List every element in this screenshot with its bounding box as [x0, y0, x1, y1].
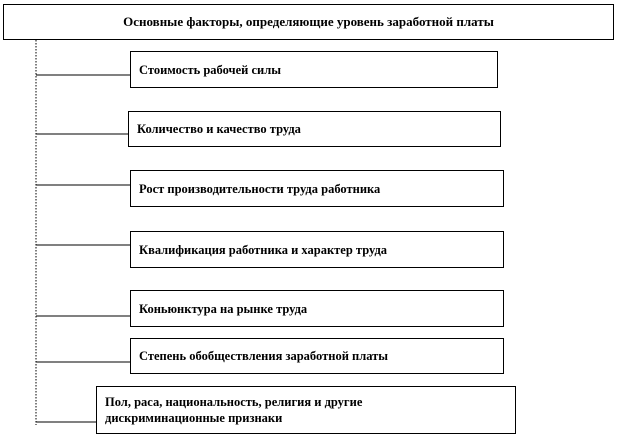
factor-label-2: Количество и качество труда [137, 122, 301, 136]
factor-box-1 [130, 51, 498, 88]
factor-label-5: Коньюнктура на рынке труда [139, 301, 308, 316]
factor-box-5 [130, 290, 504, 327]
factor-box-3 [130, 170, 504, 207]
factor-label-1: Стоимость рабочей силы [139, 62, 281, 77]
factor-label-3: Рост производительности труда работника [139, 181, 381, 196]
factor-label-4: Квалификация работника и характер труда [139, 242, 388, 257]
factor-box-6 [130, 338, 504, 374]
factor-label-7: Пол, раса, национальность, религия и другие дискриминационные признаки [105, 395, 363, 425]
factor-box-2 [128, 111, 501, 147]
factor-box-4 [130, 231, 504, 268]
factor-label-6: Степень обобществления заработной платы [139, 349, 389, 363]
diagram-title: Основные факторы, определяющие уровень заработной платы [123, 14, 494, 29]
diagram-title-box [3, 4, 614, 40]
factor-box-7 [96, 386, 516, 434]
